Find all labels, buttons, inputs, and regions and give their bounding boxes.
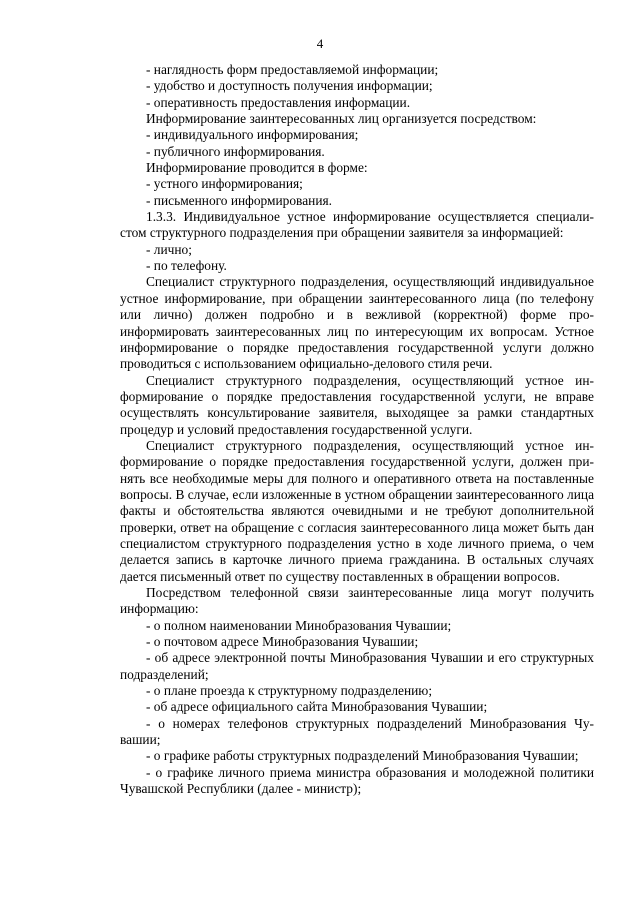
- paragraph: - о графике личного приема министра образования и молодежной политики Чувашской Республики (далее - министр);: [120, 764, 594, 797]
- paragraph: Специалист структурного подразделения, осуществляющий устное информирование о порядке предоставления государственной услуги, должен принять все необходимые меры для полного и оперативного ответа на поставленные вопросы. В случае, если изложенные в устном обращении заинтересованного лица факты и обстоятельства являются очевидными и не требуют дополнительной проверки, ответ на обращение с согласия заинтересованного лица может быть дан специалистом структурного подразделения устно в ходе личного приема, о чем делается запись в карточке личного приема гражданина. В остальных случаях дается письменный ответ по существу поставленных в обращении вопросов.: [120, 437, 595, 584]
- paragraph: Специалист структурного подразделения, осуществляющий индивидуальное устное информирование, при обращении заинтересованного лица (по телефону или лично) должен подробно и в вежливой (корректной) форме проинформировать заинтересованных лиц по интересующим их вопросам. Устное информирование о порядке предоставления государственной услуги должно проводиться с использованием официально-делового стиля речи.: [120, 274, 594, 372]
- page-number: 4: [316, 36, 324, 51]
- paragraph: - удобство и доступность получения информации;: [146, 78, 433, 94]
- paragraph: Информирование заинтересованных лиц организуется посредством:: [146, 111, 537, 127]
- paragraph: - оперативность предоставления информации.: [146, 94, 411, 110]
- paragraph: 1.3.3. Индивидуальное устное информирование осуществляется специалистом структурного подразделения при обращении заявителя за информацией:: [120, 209, 594, 241]
- paragraph: - о графике работы структурных подразделений Минобразования Чувашии;: [146, 748, 579, 764]
- paragraph: Специалист структурного подразделения, осуществляющий устное информирование о порядке предоставления государственной услуги, не вправе осуществлять консультирование заявителя, выходящее за рамки стандартных процедур и условий предоставления государственной услуги.: [120, 372, 594, 437]
- paragraph: - об адресе электронной почты Минобразования Чувашии и его структурных подразделений;: [120, 650, 594, 682]
- paragraph: - по телефону.: [146, 258, 227, 274]
- paragraph: - письменного информирования.: [146, 192, 332, 208]
- paragraph: - лично;: [146, 241, 192, 257]
- paragraph: - о плане проезда к структурному подразделению;: [146, 683, 433, 699]
- paragraph: Посредством телефонной связи заинтересованные лица могут получить информацию:: [120, 585, 594, 617]
- paragraph: - устного информирования;: [146, 176, 303, 192]
- paragraph: - о полном наименовании Минобразования Чувашии;: [146, 617, 452, 633]
- paragraph: - публичного информирования.: [146, 143, 325, 159]
- paragraph: - об адресе официального сайта Минобразования Чувашии;: [146, 699, 488, 715]
- paragraph: Информирование проводится в форме:: [146, 160, 368, 176]
- paragraph: - индивидуального информирования;: [146, 127, 359, 143]
- document-body: [120, 62, 594, 797]
- paragraph: - о номерах телефонов структурных подразделений Минобразования Чувашии;: [120, 715, 594, 748]
- paragraph: - наглядность форм предоставляемой информации;: [146, 62, 439, 77]
- paragraph: - о почтовом адресе Минобразования Чувашии;: [146, 634, 419, 650]
